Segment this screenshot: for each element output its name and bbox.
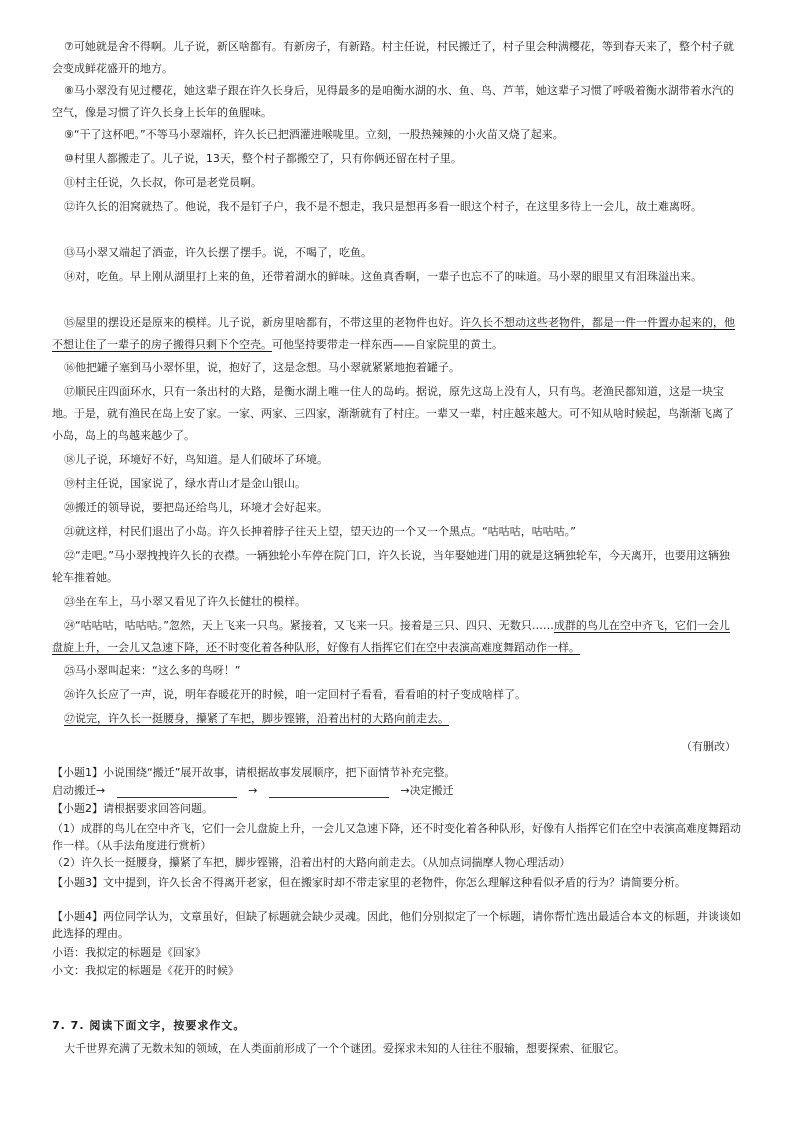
paragraph-17: ⑰顺民庄四面环水，只有一条出村的大路，是衡水湖上唯一住人的岛屿。据说，原先这岛上没有人，只有鸟。老渔民都知道，这是一块宝地。于是，就有渔民在岛上安了家。一家、两家、三四家，渐渐就有了村庄。一辈又一辈，村庄越来越大。可不知从啥时候起，鸟渐渐飞离了小岛，岛上的鸟越来越少了。: [52, 385, 734, 442]
paragraph-26: ㉖许久长应了一声，说，明年春暖花开的时候，咱一定回村子看看，看看咱的村子变成啥样了。: [64, 688, 526, 701]
paragraph-15-part-a: ⑮屋里的摆设还是原来的模样。儿子说，新房里啥都有，不带这里的老物件也好。: [64, 316, 460, 329]
paragraph-24: [52, 615, 738, 659]
paragraph-20: ⑳搬迁的领导说，要把岛还给鸟儿，环境才会好起来。: [64, 501, 328, 514]
paragraph-22: ㉒“走吧。”马小翠拽拽许久长的衣襟。一辆独轮小车停在院门口，许久长说，当年娶她进门用的就是这辆独轮车，今天离开，也要用这辆独轮车推着她。: [52, 549, 730, 584]
question-2-part-2: （2）许久长一挺腰身，攥紧了车把，脚步铿锵，沿着出村的大路向前走去。（从加点词揣摩人物心理活动）: [52, 856, 571, 869]
paragraph-15-part-c: 可他坚持要带走一样东西——自家院里的黄土。: [272, 338, 503, 351]
flow-start: 启动搬迁→: [52, 784, 106, 797]
answer-blank-1[interactable]: [117, 785, 237, 798]
question-1-flow: [52, 782, 742, 799]
answer-blank-2[interactable]: [269, 785, 389, 798]
paragraph-7: ⑦可她就是舍不得啊。儿子说，新区啥都有。有新房子，有新路。村主任说，村民搬迁了，村子里会种满樱花，等到春天来了，整个村子就会变成鲜花盛开的地方。: [52, 40, 734, 75]
paragraph-16: ⑯他把罐子塞到马小翠怀里，说，抱好了，这是念想。马小翠就紧紧地抱着罐子。: [64, 361, 460, 374]
flow-end: →决定搬迁: [400, 784, 454, 797]
paragraph-10: ⑩村里人都搬走了。儿子说，13天，整个村子都搬空了，只有你俩还留在村子里。: [64, 152, 462, 165]
paragraph-11: ⑪村主任说，久长叔，你可是老党员啊。: [64, 176, 262, 189]
paragraph-14: ⑭对，吃鱼。早上刚从湖里打上来的鱼，还带着湖水的鲜味。这鱼真香啊，一辈子也忘不了的味道。马小翠的眼里又有泪珠溢出来。: [64, 270, 702, 283]
question-4: 【小题4】两位同学认为，文章虽好，但缺了标题就会缺少灵魂。因此，他们分别拟定了一个标题，请你帮忙选出最适合本文的标题，并谈谈如此选择的理由。: [52, 910, 741, 940]
question-1-title: 【小题1】小说围绕“搬迁”展开故事，请根据故事发展顺序，把下面情节补充完整。: [52, 766, 456, 779]
question-4-option-b: 小文：我拟定的标题是《花开的时候》: [52, 964, 239, 977]
paragraph-27-underlined: ㉗说完，许久长一挺腰身，攥紧了车把，脚步铿锵，沿着出村的大路向前走去。: [64, 712, 449, 725]
edit-note: （有删改）: [681, 740, 736, 753]
paragraph-21: ㉑就这样，村民们退出了小岛。许久长抻着脖子往天上望，望天边的一个又一个黑点。“咕咕咕，咕咕咕。”: [64, 525, 576, 538]
paragraph-9: ⑨“干了这杯吧。”不等马小翠端杯，许久长已把酒灌进喉咙里。立刻，一股热辣辣的小火苗又烧了起来。: [64, 128, 564, 141]
paragraph-24-part-a: ㉔“咕咕咕，咕咕咕。”忽然，天上飞来一只鸟。紧接着，又飞来一只。接着是三只、四只、无数只……: [64, 619, 554, 632]
paragraph-13: ⑬马小翠又端起了酒壶，许久长摆了摆手。说，不喝了，吃鱼。: [64, 246, 372, 259]
section-7-text: 大千世界充满了无数未知的领域，在人类面前形成了一个个谜团。爱探求未知的人往往不服输，想要探索、征服它。: [64, 1042, 625, 1055]
paragraph-27: [52, 708, 738, 730]
paragraph-25: ㉕马小翠叫起来：“这么多的鸟呀！”: [64, 664, 241, 677]
paragraph-19: ⑲村主任说，国家说了，绿水青山才是金山银山。: [64, 477, 306, 490]
paragraph-15: [52, 312, 738, 356]
question-4-option-a: 小语：我拟定的标题是《回家》: [52, 946, 206, 959]
paragraph-23: ㉓坐在车上，马小翠又看见了许久长健壮的模样。: [64, 595, 306, 608]
question-2-title: 【小题2】请根据要求回答问题。: [52, 802, 213, 815]
section-7-heading: 7. 7. 阅读下面文字，按要求作文。: [52, 1019, 246, 1032]
paragraph-15-underlined: 许久长不想动这些老物件，都是一件一件置办起来的，他不想让住了一辈子的房子搬得只剩下个空壳。: [52, 316, 735, 351]
paragraph-24-underlined: 成群的鸟儿在空中齐飞，它们一会儿盘旋上升，一会儿又急速下降，还不时变化着各种队形，好像有人指挥它们在空中表演高难度舞蹈动作一样。: [52, 619, 730, 654]
paragraph-12: ⑫许久长的泪窝就热了。他说，我不是钉子户，我不是不想走，我只是想再多看一眼这个村子，在这里多待上一会儿，故土难离呀。: [64, 200, 702, 213]
paragraph-8: ⑧马小翠没有见过樱花，她这辈子跟在许久长身后，见得最多的是咱衡水湖的水、鱼、鸟、芦苇，她这辈子习惯了呼吸着衡水湖带着水汽的空气，像是习惯了许久长身上长年的鱼腥味。: [52, 84, 734, 119]
paragraph-18: ⑱儿子说，环境好不好，鸟知道。是人们破坏了环境。: [64, 453, 328, 466]
flow-arrow: →: [248, 784, 258, 797]
question-3: 【小题3】文中提到，许久长舍不得离开老家，但在搬家时却不带走家里的老物件，你怎么理解这种看似矛盾的行为？请简要分析。: [52, 876, 686, 889]
question-2-part-1: （1）成群的鸟儿在空中齐飞，它们一会儿盘旋上升，一会儿又急速下降，还不时变化着各种队形，好像有人指挥它们在空中表演高难度舞蹈动作一样。（从手法角度进行赏析）: [52, 822, 741, 852]
